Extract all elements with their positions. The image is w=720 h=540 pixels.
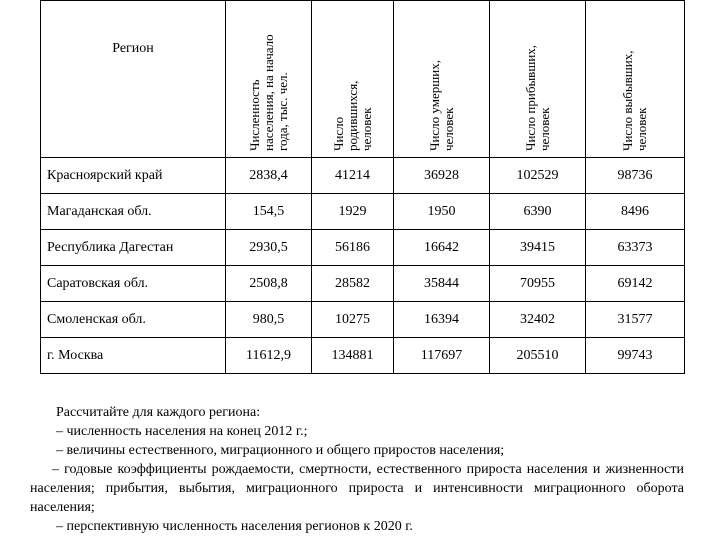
cell-arrivals: 39415: [490, 230, 586, 266]
cell-departures: 8496: [586, 194, 685, 230]
table-row: [41, 338, 685, 374]
cell-region: Магаданская обл.: [41, 194, 226, 230]
cell-births: 41214: [312, 158, 394, 194]
table-row: [41, 266, 685, 302]
header-arrivals: Число прибывших, человек: [490, 1, 586, 158]
header-deaths: Число умерших, человек: [394, 1, 490, 158]
cell-deaths: 117697: [394, 338, 490, 374]
population-table: [40, 0, 685, 374]
cell-births: 56186: [312, 230, 394, 266]
header-region: Регион: [41, 1, 226, 158]
header-births: Число родившихся, человек: [312, 1, 394, 158]
cell-arrivals: 6390: [490, 194, 586, 230]
task-item-2: – величины естественного, миграционного и общего приростов населения;: [56, 443, 505, 458]
cell-region: Республика Дагестан: [41, 230, 226, 266]
task-intro: Рассчитайте для каждого региона:: [56, 405, 261, 420]
cell-population: 11612,9: [226, 338, 312, 374]
cell-departures: 69142: [586, 266, 685, 302]
cell-deaths: 16642: [394, 230, 490, 266]
cell-population: 2838,4: [226, 158, 312, 194]
cell-departures: 31577: [586, 302, 685, 338]
cell-births: 134881: [312, 338, 394, 374]
cell-region: Саратовская обл.: [41, 266, 226, 302]
task-item-4: – перспективную численность населения регионов к 2020 г.: [56, 519, 413, 534]
table-row: [41, 158, 685, 194]
table-row: [41, 194, 685, 230]
cell-deaths: 16394: [394, 302, 490, 338]
cell-region: г. Москва: [41, 338, 226, 374]
table-row: [41, 302, 685, 338]
table-header-row: [41, 1, 685, 158]
cell-departures: 63373: [586, 230, 685, 266]
task-item-1: – численность населения на конец 2012 г.;: [56, 424, 308, 439]
table-row: [41, 230, 685, 266]
cell-population: 980,5: [226, 302, 312, 338]
cell-population: 2930,5: [226, 230, 312, 266]
cell-arrivals: 205510: [490, 338, 586, 374]
cell-arrivals: 32402: [490, 302, 586, 338]
cell-region: Смоленская обл.: [41, 302, 226, 338]
cell-region: Красноярский край: [41, 158, 226, 194]
cell-deaths: 36928: [394, 158, 490, 194]
cell-departures: 99743: [586, 338, 685, 374]
cell-births: 1929: [312, 194, 394, 230]
task-text: [30, 403, 684, 536]
cell-population: 2508,8: [226, 266, 312, 302]
cell-arrivals: 70955: [490, 266, 586, 302]
cell-arrivals: 102529: [490, 158, 586, 194]
cell-departures: 98736: [586, 158, 685, 194]
cell-deaths: 1950: [394, 194, 490, 230]
cell-population: 154,5: [226, 194, 312, 230]
cell-deaths: 35844: [394, 266, 490, 302]
cell-births: 28582: [312, 266, 394, 302]
header-departures: Число выбывших, человек: [586, 1, 685, 158]
header-population: Численность населения, на начало года, тыс. чел.: [226, 1, 312, 158]
task-item-3: – годовые коэффициенты рождаемости, смертности, естественного прироста населения и жизненности населения; прибытия, выбытия, миграционного прироста и интенсивности миграционного оборота населения;: [30, 462, 684, 515]
cell-births: 10275: [312, 302, 394, 338]
